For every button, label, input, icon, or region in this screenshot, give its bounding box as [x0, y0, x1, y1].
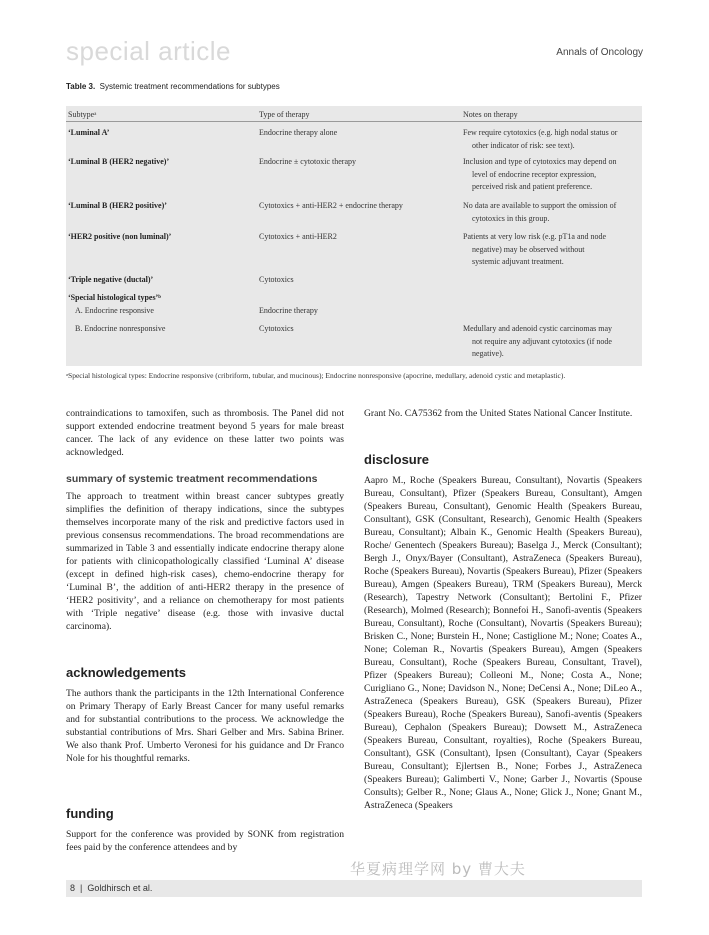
table-label: Table 3. [66, 82, 96, 91]
footer-authors: Goldhirsch et al. [87, 883, 153, 893]
table-row-notes: Medullary and adenoid cystic carcinomas may not require any adjuvant cytotoxics (if node negative). [463, 324, 613, 358]
table-row-therapy: Endocrine therapy alone [259, 128, 338, 137]
table-row-subtype: ‘Special histological types’ᵇ [68, 293, 161, 302]
table-row-notes: Few require cytotoxics (e.g. high nodal status or other indicator of risk: see text). [463, 128, 618, 150]
table-row-subtype: ‘Triple negative (ductal)’ [68, 275, 154, 284]
summary-heading: summary of systemic treatment recommendations [66, 473, 318, 485]
disclosure-paragraph: Aapro M., Roche (Speakers Bureau, Consultant), Novartis (Speakers Bureau, Consultant), Pfizer (Speakers Bureau, Consultant), Amgen (Speakers Bureau, Consultant), Genomic Health (Speakers Bureau, Consultant), GSK (Consultant, Research), Genomic Health (Speakers Bureau, Consultant); Albain K., Genomic Health (Speakers Bureau), Roche/ Genentech (Speakers Bureau); Baselga J., Merck (Consultant); Bergh J., Onyx/Bayer (Consultant), AstraZeneca (Speakers Bureau), Roche (Speakers Bureau), Novartis (Speakers Bureau), Pfizer (Speakers Bureau), Amgen (Speakers Bureau), TRM (Speakers Bureau), Merck (Research), Tapestry Network (Consultant); Bertolini F., Pfizer (Research), Molmed (Research); Bonnefoi H., Sanofi-aventis (Speakers Bureau, Consultant), Roche (Consultant), Novartis (Speakers Bureau); Brisken C., None; Burstein H., None; Castiglione M.; None; Coates A., None; Coleman R., Novartis (Speakers Bureau), Amgen (Speakers Bureau, Consultant), Roche (Speakers Bureau, Consultant, Travel), Pfizer (Speakers Bureau); Colleoni M., None; Costa A., None; Curigliano G., None; Davidson N., None; DeCensi A., None; DiLeo A., AstraZeneca (Speakers Bureau), GSK (Speakers Bureau), Pfizer (Speakers Bureau), Roche (Speakers Bureau), Sanofi-aventis (Speakers Bureau), Cephalon (Speakers Bureau); Dowsett M., AstraZeneca (Speakers Bureau, Consultant, royalties), Roche (Speakers Bureau, Consultant), GSK (Consultant), Ipsen (Consultant), Cayar (Speakers Bureau, Consultant); Ejlertsen B., None; Forbes J., AstraZeneca (Speakers Bureau); Galimberti V., None; Garber J., Novartis (Spouse Consults); Gelber R., None; Glaus A., None; Glick J., None; Gnant M., AstraZeneca (Speakers [364, 475, 642, 811]
table-row-subtype: ‘Luminal A’ [68, 128, 110, 137]
funding-paragraph: Support for the conference was provided by SONK from registration fees paid by the conference attendees and by [66, 829, 344, 853]
acknowledgements-paragraph: The authors thank the participants in the 12th International Conference on Primary Therapy of Early Breast Cancer for many useful remarks and for substantial contributions to the process. We acknowledge the substantial contributions of Mrs. Shari Gelber and Mrs. Sabina Briner. We also thank Prof. Umberto Veronesi for his guidance and Dr Franco Nole for his thoughtful remarks. [66, 688, 344, 764]
funding-heading: funding [66, 806, 114, 821]
table-row-therapy: Cytotoxics [259, 324, 294, 333]
table-row-notes: Patients at very low risk (e.g. pT1a and node negative) may be observed without systemic adjuvant treatment. [463, 232, 607, 266]
disclosure-heading: disclosure [364, 452, 430, 467]
footer-separator: | [77, 883, 85, 893]
column-header-subtype: Subtypeᵃ [68, 110, 97, 119]
table-footnote: ᵃSpecial histological types: Endocrine responsive (cribriform, tubular, and mucinous); Endocrine nonresponsive (apocrine, medullary, adenoid cystic and metaplastic). [66, 371, 566, 380]
journal-name: Annals of Oncology [556, 47, 643, 58]
table-row-subtype: ‘Luminal B (HER2 positive)’ [68, 201, 167, 210]
table-row-notes: No data are available to support the omission of cytotoxics in this group. [463, 201, 617, 223]
page-number: 8 [70, 883, 76, 893]
intro-paragraph: contraindications to tamoxifen, such as thrombosis. The Panel did not support extended endocrine treatment beyond 5 years for male breast cancer. The lack of any evidence on these latter two points was acknowledged. [66, 408, 344, 458]
page-footer [70, 883, 152, 893]
acknowledgements-heading: acknowledgements [66, 665, 186, 680]
section-title: special article [66, 36, 232, 66]
table-row-therapy: Endocrine therapy [259, 306, 318, 315]
table-row-notes: Inclusion and type of cytotoxics may depend on level of endocrine receptor expression, perceived risk and patient preference. [463, 157, 617, 191]
table-row-subtype: A. Endocrine responsive [75, 306, 154, 315]
grant-paragraph: Grant No. CA75362 from the United States National Cancer Institute. [364, 408, 633, 419]
summary-paragraph: The approach to treatment within breast cancer subtypes greatly simplifies the definition of therapy indications, since the subtypes themselves incorporate many of the risk and predictive factors used in previous consensus recommendations. The broad recommendations are summarized in Table 3 and essentially indicate endocrine therapy alone for patients with clinicopathologically classified ‘Luminal A’ disease (except in defined high-risk cases), chemo-endocrine therapy for ‘Luminal B’, the addition of anti-HER2 therapy in the presence of ‘HER2 positivity’, and a reliance on chemotherapy for most patients with ‘Triple negative’ disease (e.g. those with invasive ductal carcinoma). [66, 491, 344, 632]
table-row-therapy: Cytotoxics [259, 275, 294, 284]
table-row-subtype: ‘Luminal B (HER2 negative)’ [68, 157, 170, 166]
table-row-therapy: Cytotoxics + anti-HER2 [259, 232, 337, 241]
column-header-notes: Notes on therapy [463, 110, 518, 119]
table-row-therapy: Cytotoxics + anti-HER2 + endocrine therapy [259, 201, 403, 210]
table-row-subtype: B. Endocrine nonresponsive [75, 324, 166, 333]
table-caption-text: Systemic treatment recommendations for subtypes [99, 82, 280, 91]
column-header-therapy: Type of therapy [259, 110, 310, 119]
table-row-subtype: ‘HER2 positive (non luminal)’ [68, 232, 172, 241]
watermark: 华夏病理学网 by 曹大夫 [350, 860, 526, 878]
table-row-therapy: Endocrine ± cytotoxic therapy [259, 157, 357, 166]
table-header-rule [66, 121, 642, 122]
table-caption [66, 82, 280, 91]
